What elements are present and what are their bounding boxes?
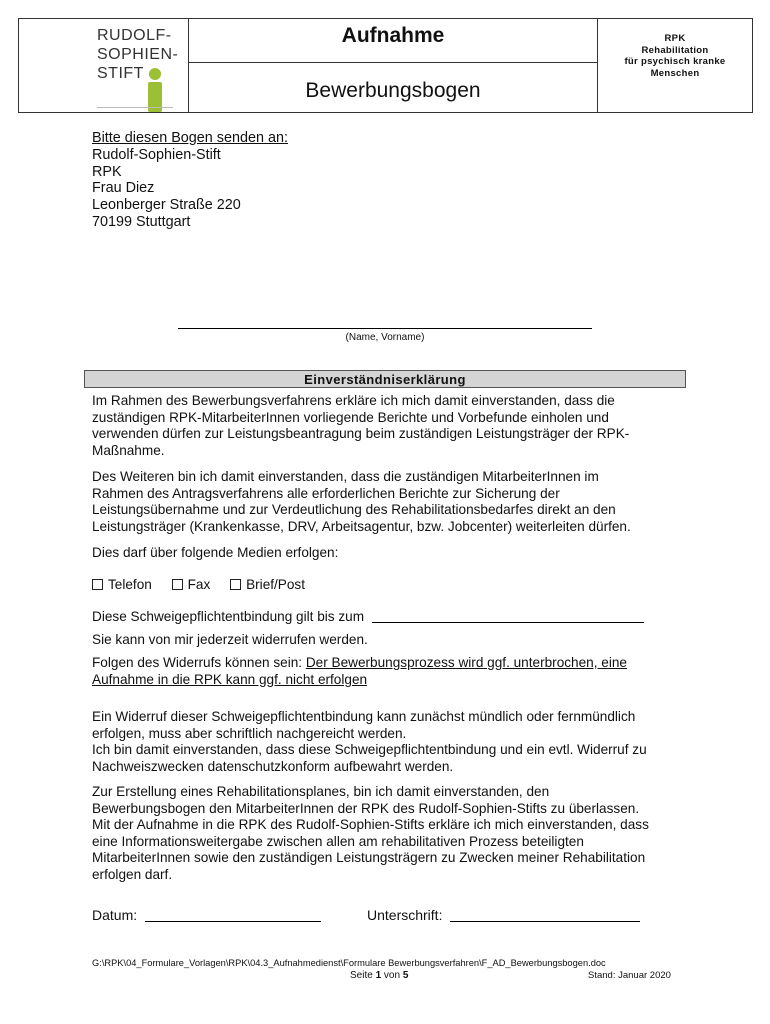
department-label [598,19,752,79]
consent-paragraph-5 [92,784,692,883]
text-line: verwenden dürfen zur Leistungsbeantragung beim zuständigen Leistungsträger der RPK- [92,426,630,441]
revoke-note: Sie kann von mir jederzeit widerrufen werden. [92,632,368,647]
logo-text-line1: RUDOLF- [97,27,172,44]
page-total: 5 [402,970,409,981]
document-subtitle: Bewerbungsbogen [305,79,481,102]
checkbox-icon[interactable] [92,579,103,590]
text-line: Ein Widerruf dieser Schweigepflichtentbindung kann zunächst mündlich oder fernmündlich [92,709,636,724]
date-row [92,907,321,924]
title-cell [189,19,597,63]
footer-file-path: G:\RPK\04_Formulare_Vorlagen\RPK\04.3_Aufnahmedienst\Formulare Bewerbungsverfahren\F_AD_Bewerbungsbogen.doc [92,958,606,968]
checkbox-fax[interactable] [172,577,211,594]
checkbox-label: Fax [187,577,211,592]
validity-date-field[interactable] [372,610,644,623]
consent-paragraph-2 [92,469,692,535]
document-header [18,18,753,113]
logo-cell [19,19,189,112]
address-line: Frau Diez [92,180,155,197]
signature-field[interactable] [450,909,640,922]
footer-stand: Stand: Januar 2020 [588,970,671,981]
department-line1: RPK [664,33,686,44]
page-current: 1 [375,970,382,981]
media-options [92,577,692,594]
address-heading: Bitte diesen Bogen senden an: [92,130,289,146]
department-cell [597,19,752,112]
text-line: eine Informationsweitergabe zwischen allen am rehabilitativen Prozess beteiligten [92,833,584,849]
text-line: Nachweiszwecken datenschutzkonform aufbewahrt werden. [92,758,454,774]
consequence-text: Aufnahme in die RPK kann ggf. nicht erfolgen [92,671,368,687]
text-line: Ich bin damit einverstanden, dass diese Schweigepflichtentbindung und ein evtl. Widerruf zu [92,742,647,757]
signature-row [367,907,640,924]
date-label: Datum: [92,907,138,923]
text-line: erfolgen darf. [92,866,173,882]
validity-label: Diese Schweigepflichtentbindung gilt bis zum [92,609,365,624]
media-intro: Dies darf über folgende Medien erfolgen: [92,545,339,560]
recipient-address [92,130,288,231]
consent-paragraph-4 [92,709,692,775]
logo-text-line3: STIFT [97,65,144,82]
text-line: Des Weiteren bin ich damit einverstanden, dass die zuständigen MitarbeiterInnen im [92,469,599,484]
logo-underline [97,107,173,108]
subtitle-cell [189,63,597,112]
department-line3: für psychisch kranke [624,56,726,67]
text-line: Bewerbungsbogen den MitarbeiterInnen der RPK des Rudolf-Sophien-Stifts zu überlassen. [92,800,640,816]
text-line: Im Rahmen des Bewerbungsverfahrens erkläre ich mich damit einverstanden, dass die [92,393,615,408]
checkbox-telefon[interactable] [92,577,152,594]
validity-line [92,609,692,626]
department-line4: Menschen [650,67,700,79]
checkbox-icon[interactable] [172,579,183,590]
checkbox-brief-post[interactable] [230,577,305,594]
address-line: 70199 Stuttgart [92,213,191,230]
checkbox-label: Brief/Post [246,577,306,592]
address-line: Rudolf-Sophien-Stift [92,146,221,163]
consequence-lead: Folgen des Widerrufs können sein: [92,655,306,670]
checkbox-label: Telefon [108,577,152,592]
signature-label: Unterschrift: [367,907,443,923]
text-line: Zur Erstellung eines Rehabilitationsplanes, bin ich damit einverstanden, den [92,784,550,799]
consequence-text: Der Bewerbungsprozess wird ggf. unterbrochen, eine [305,655,627,670]
logo-text-line2: SOPHIEN- [97,46,179,63]
consent-paragraph-1 [92,393,692,459]
name-caption: (Name, Vorname) [345,332,425,343]
text-line: Maßnahme. [92,442,165,458]
page-prefix: Seite [350,970,376,981]
footer-page-number [350,970,408,981]
department-line2: Rehabilitation [641,44,709,56]
text-line: Leistungsübernahme und zur Verdeutlichung des Rehabilitationsbedarfes direkt an den [92,502,616,517]
text-line: MitarbeiterInnen sowie den zuständigen Leistungsträgern zu Zwecken meiner Rehabilitation [92,850,646,865]
revoke-consequence [92,655,692,688]
checkbox-icon[interactable] [230,579,241,590]
text-line: Mit der Aufnahme in die RPK des Rudolf-Sophien-Stifts erkläre ich mich einverstanden, dass [92,817,649,832]
page-mid: von [381,970,403,981]
name-input-line[interactable] [178,328,592,329]
text-line: Rahmen des Antragsverfahrens alle erforderlichen Berichte zur Sicherung der [92,485,560,501]
section-title: Einverständniserklärung [84,370,686,388]
text-line: erfolgen, muss aber schriftlich nachgereicht werden. [92,725,407,741]
address-line: Leonberger Straße 220 [92,197,241,214]
text-line: zuständigen RPK-MitarbeiterInnen vorliegende Berichte und Vorbefunde einholen und [92,409,609,425]
date-field[interactable] [145,909,321,922]
text-line: Leistungsträger (Krankenkasse, DRV, Arbeitsagentur, bzw. Jobcenter) weiterleiten dürfen. [92,518,631,534]
document-title: Aufnahme [341,24,445,47]
address-line: RPK [92,163,122,180]
